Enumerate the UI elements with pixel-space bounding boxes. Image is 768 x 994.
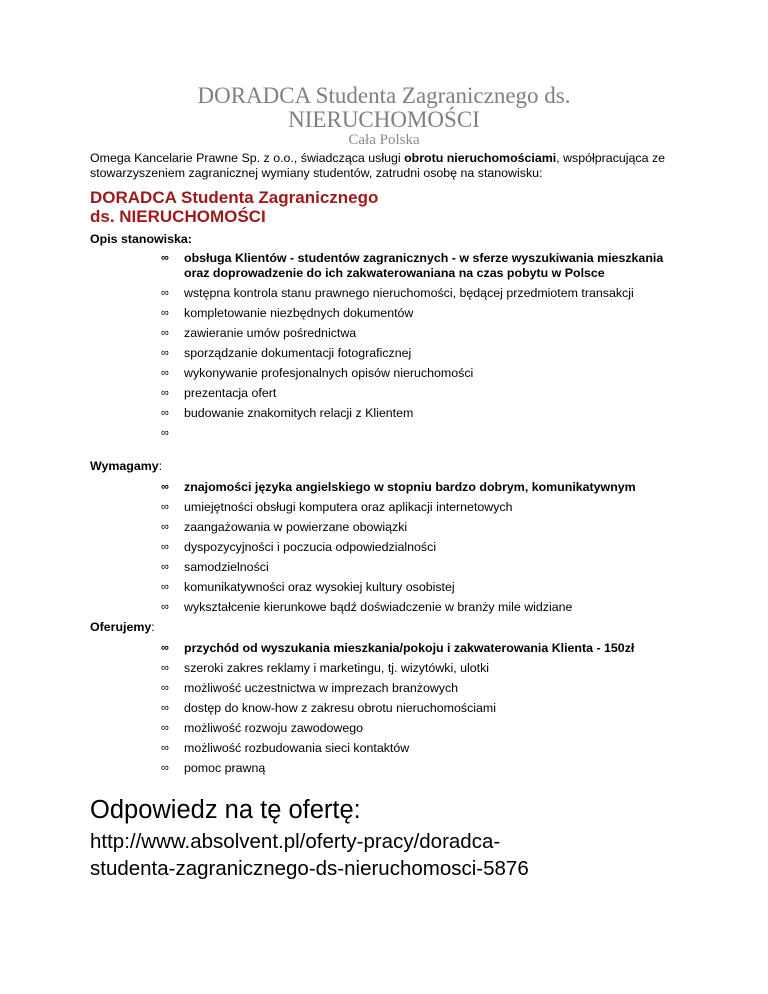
bullet-icon: ∞	[161, 601, 169, 613]
bullet-icon: ∞	[161, 561, 169, 573]
page-title-line2: NIERUCHOMOŚCI	[288, 107, 480, 132]
list-item	[161, 426, 681, 441]
list-item: ∞ zawieranie umów pośrednictwa	[161, 326, 357, 340]
list-item: ∞ umiejętności obsługi komputera oraz aplikacji internetowych	[161, 500, 513, 514]
list-item: ∞ dyspozycyjności i poczucia odpowiedzialności	[161, 540, 437, 554]
list-item: ∞ dostęp do know-how z zakresu obrotu nieruchomościami	[161, 701, 496, 715]
list-item: ∞ możliwość rozwoju zawodowego	[161, 721, 364, 735]
bullet-icon: ∞	[161, 407, 169, 419]
requirements-list	[161, 480, 681, 620]
bullet-icon: ∞	[161, 287, 169, 299]
list-item: ∞ kompletowanie niezbędnych dokumentów	[161, 306, 414, 320]
list-item: ∞ wykształcenie kierunkowe bądź doświadczenie w branży mile widziane	[161, 600, 573, 614]
bullet-icon: ∞	[161, 501, 169, 513]
job-title-line1: DORADCA Studenta Zagranicznego	[90, 188, 379, 207]
intro-text-2: , współpracująca ze stowarzyszeniem zagranicznej wymiany studentów, zatrudni osobę na stanowisku:	[90, 151, 666, 180]
reply-url-line1: http://www.absolvent.pl/oferty-pracy/doradca-	[90, 830, 501, 853]
bullet-icon: ∞	[161, 682, 169, 694]
bullet-icon: ∞	[161, 642, 169, 654]
bullet-icon: ∞	[161, 722, 169, 734]
intro-bold: obrotu nieruchomościami	[404, 151, 557, 165]
page-title-line1: DORADCA Studenta Zagranicznego ds.	[197, 83, 571, 108]
job-title-line2: ds. NIERUCHOMOŚCI	[90, 207, 266, 226]
list-item: ∞ przychód od wyszukania mieszkania/pokoju i zakwaterowania Klienta - 150zł	[161, 641, 635, 655]
bullet-icon: ∞	[161, 307, 169, 319]
bullet-icon: ∞	[161, 541, 169, 553]
section-label-requirements: Wymagamy:	[90, 459, 163, 473]
bullet-icon: ∞	[161, 762, 169, 774]
bullet-icon: ∞	[161, 702, 169, 714]
bullet-icon: ∞	[161, 581, 169, 593]
list-item: ∞ wstępna kontrola stanu prawnego nieruchomości, będącej przedmiotem transakcji	[161, 286, 634, 300]
bullet-icon: ∞	[161, 367, 169, 379]
section-label-offer: Oferujemy:	[90, 620, 155, 634]
location-subtitle: Cała Polska	[348, 132, 420, 148]
list-item: ∞ samodzielności	[161, 560, 269, 574]
list-item: ∞ pomoc prawną	[161, 761, 266, 775]
bullet-icon: ∞	[161, 327, 169, 339]
list-item: ∞ sporządzanie dokumentacji fotograficznej	[161, 346, 412, 360]
list-item: ∞ szeroki zakres reklamy i marketingu, tj. wizytówki, ulotki	[161, 661, 490, 675]
intro-paragraph	[90, 151, 690, 181]
list-item: ∞ możliwość rozbudowania sieci kontaktów	[161, 741, 410, 755]
reply-url	[90, 828, 730, 882]
bullet-icon: ∞	[161, 427, 169, 439]
section-label-description: Opis stanowiska:	[90, 232, 192, 246]
reply-heading: Odpowiedz na tę ofertę:	[90, 796, 361, 824]
list-item: ∞ prezentacja ofert	[161, 386, 277, 400]
bullet-icon: ∞	[161, 347, 169, 359]
offer-list	[161, 641, 681, 781]
bullet-icon: ∞	[161, 521, 169, 533]
bullet-icon: ∞	[161, 662, 169, 674]
reply-url-line2: studenta-zagranicznego-ds-nieruchomosci-5876	[90, 857, 529, 880]
list-item: ∞ budowanie znakomitych relacji z Klientem	[161, 406, 414, 420]
bullet-icon: ∞	[161, 481, 169, 493]
list-item: ∞ zaangażowania w powierzane obowiązki	[161, 520, 408, 534]
intro-text-1: Omega Kancelarie Prawne Sp. z o.o., świadcząca usługi	[90, 151, 405, 165]
list-item: ∞ obsługa Klientów - studentów zagranicznych - w sferze wyszukiwania mieszkania oraz doprowadzenie do ich zakwaterowaniana na czas pobytu w Polsce	[161, 251, 664, 280]
page-title	[90, 84, 678, 132]
list-item: ∞ komunikatywności oraz wysokiej kultury osobistej	[161, 580, 455, 594]
job-title	[90, 188, 690, 226]
bullet-icon: ∞	[161, 742, 169, 754]
list-item: ∞ wykonywanie profesjonalnych opisów nieruchomości	[161, 366, 474, 380]
list-item: ∞ możliwość uczestnictwa w imprezach branżowych	[161, 681, 459, 695]
bullet-icon: ∞	[161, 252, 169, 264]
bullet-icon: ∞	[161, 387, 169, 399]
list-item: ∞ znajomości języka angielskiego w stopniu bardzo dobrym, komunikatywnym	[161, 480, 636, 494]
description-list	[161, 251, 681, 446]
